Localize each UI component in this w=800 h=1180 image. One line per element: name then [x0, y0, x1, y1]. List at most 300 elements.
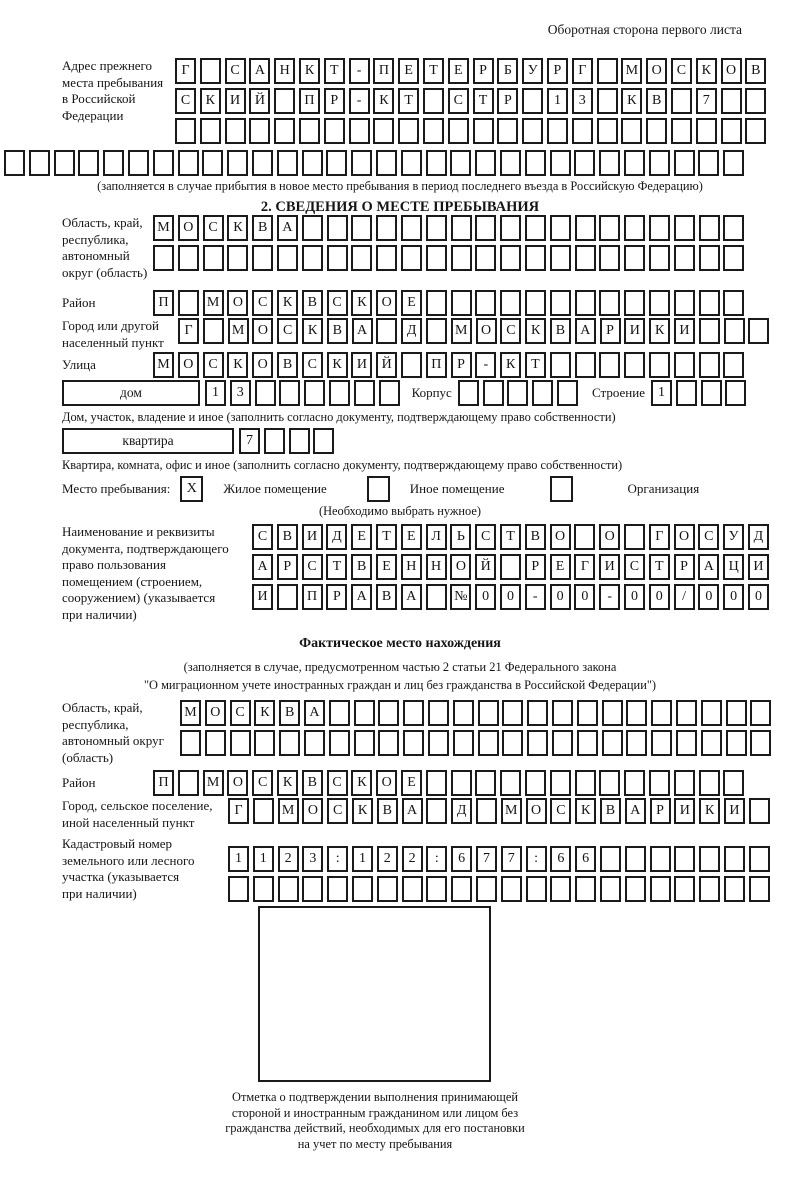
char-cell[interactable]: М	[153, 215, 174, 241]
char-cell[interactable]: О	[252, 318, 273, 344]
char-cell[interactable]	[4, 150, 25, 176]
char-cell[interactable]	[230, 730, 251, 756]
char-cell[interactable]: -	[349, 58, 370, 84]
char-cell[interactable]	[351, 245, 372, 271]
char-cell[interactable]: В	[302, 290, 323, 316]
char-cell[interactable]	[575, 245, 596, 271]
char-cell[interactable]	[526, 876, 547, 902]
char-cell[interactable]: Р	[600, 318, 621, 344]
char-cell[interactable]: О	[550, 524, 571, 550]
char-cell[interactable]	[178, 150, 199, 176]
char-cell[interactable]	[550, 876, 571, 902]
char-cell[interactable]	[253, 798, 274, 824]
char-cell[interactable]: 7	[476, 846, 497, 872]
char-cell[interactable]	[649, 290, 670, 316]
char-cell[interactable]: С	[302, 554, 323, 580]
char-cell[interactable]	[500, 245, 521, 271]
char-cell[interactable]	[749, 876, 770, 902]
char-cell[interactable]	[475, 150, 496, 176]
char-cell[interactable]	[624, 245, 645, 271]
char-cell[interactable]	[475, 290, 496, 316]
char-cell[interactable]	[279, 380, 300, 406]
char-cell[interactable]	[451, 245, 472, 271]
char-cell[interactable]: Р	[451, 352, 472, 378]
char-cell[interactable]	[483, 380, 504, 406]
char-cell[interactable]	[228, 876, 249, 902]
char-cell[interactable]	[475, 245, 496, 271]
char-cell[interactable]: В	[277, 524, 298, 550]
char-cell[interactable]	[522, 118, 543, 144]
char-cell[interactable]: Д	[326, 524, 347, 550]
char-cell[interactable]	[349, 118, 370, 144]
char-cell[interactable]	[624, 215, 645, 241]
char-cell[interactable]: С	[230, 700, 251, 726]
char-cell[interactable]: К	[352, 798, 373, 824]
char-cell[interactable]: Т	[525, 352, 546, 378]
char-cell[interactable]: -	[349, 88, 370, 114]
char-cell[interactable]: Е	[550, 554, 571, 580]
char-cell[interactable]	[476, 798, 497, 824]
char-cell[interactable]	[458, 380, 479, 406]
char-cell[interactable]: 1	[205, 380, 226, 406]
char-cell[interactable]	[501, 876, 522, 902]
char-cell[interactable]	[277, 245, 298, 271]
char-cell[interactable]: О	[227, 770, 248, 796]
char-cell[interactable]: И	[351, 352, 372, 378]
char-cell[interactable]	[649, 352, 670, 378]
char-cell[interactable]: С	[277, 318, 298, 344]
char-cell[interactable]: К	[525, 318, 546, 344]
char-cell[interactable]: В	[376, 584, 397, 610]
char-cell[interactable]: 6	[451, 846, 472, 872]
char-cell[interactable]: №	[450, 584, 471, 610]
char-cell[interactable]	[426, 290, 447, 316]
char-cell[interactable]: 0	[500, 584, 521, 610]
char-cell[interactable]	[724, 876, 745, 902]
char-cell[interactable]	[699, 245, 720, 271]
char-cell[interactable]: А	[352, 318, 373, 344]
char-cell[interactable]: С	[252, 524, 273, 550]
char-cell[interactable]: И	[674, 318, 695, 344]
char-cell[interactable]	[676, 730, 697, 756]
char-cell[interactable]: 0	[649, 584, 670, 610]
char-cell[interactable]	[200, 58, 221, 84]
char-cell[interactable]: С	[203, 215, 224, 241]
char-cell[interactable]: М	[180, 700, 201, 726]
char-cell[interactable]	[403, 700, 424, 726]
char-cell[interactable]: Т	[649, 554, 670, 580]
char-cell[interactable]: Е	[401, 290, 422, 316]
char-cell[interactable]	[313, 428, 334, 454]
char-cell[interactable]: К	[351, 290, 372, 316]
char-cell[interactable]: Т	[398, 88, 419, 114]
char-cell[interactable]: С	[500, 318, 521, 344]
char-cell[interactable]: К	[299, 58, 320, 84]
char-cell[interactable]	[572, 118, 593, 144]
char-cell[interactable]	[674, 876, 695, 902]
char-cell[interactable]	[324, 118, 345, 144]
char-cell[interactable]	[401, 150, 422, 176]
char-cell[interactable]	[600, 876, 621, 902]
char-cell[interactable]	[575, 215, 596, 241]
char-cell[interactable]	[649, 245, 670, 271]
char-cell[interactable]: М	[228, 318, 249, 344]
char-cell[interactable]	[423, 88, 444, 114]
char-cell[interactable]	[279, 730, 300, 756]
char-cell[interactable]: П	[153, 290, 174, 316]
char-cell[interactable]: 1	[228, 846, 249, 872]
char-cell[interactable]	[249, 118, 270, 144]
char-cell[interactable]	[646, 118, 667, 144]
char-cell[interactable]	[599, 290, 620, 316]
char-cell[interactable]: 1	[352, 846, 373, 872]
char-cell[interactable]: Г	[572, 58, 593, 84]
char-cell[interactable]	[327, 245, 348, 271]
char-cell[interactable]: Е	[401, 770, 422, 796]
char-cell[interactable]	[701, 380, 722, 406]
char-cell[interactable]	[599, 352, 620, 378]
char-cell[interactable]: С	[203, 352, 224, 378]
char-cell[interactable]: А	[277, 215, 298, 241]
char-cell[interactable]	[497, 118, 518, 144]
char-cell[interactable]: :	[426, 846, 447, 872]
char-cell[interactable]: П	[153, 770, 174, 796]
char-cell[interactable]	[597, 58, 618, 84]
char-cell[interactable]	[750, 700, 771, 726]
char-cell[interactable]	[671, 88, 692, 114]
char-cell[interactable]: М	[451, 318, 472, 344]
char-cell[interactable]	[649, 215, 670, 241]
char-cell[interactable]: В	[351, 554, 372, 580]
char-cell[interactable]	[674, 770, 695, 796]
char-cell[interactable]: Р	[326, 584, 347, 610]
char-cell[interactable]: О	[674, 524, 695, 550]
char-cell[interactable]: А	[698, 554, 719, 580]
char-cell[interactable]	[674, 215, 695, 241]
char-cell[interactable]	[453, 730, 474, 756]
other-premises-checkbox[interactable]	[367, 476, 390, 502]
char-cell[interactable]: 0	[550, 584, 571, 610]
char-cell[interactable]: С	[327, 290, 348, 316]
char-cell[interactable]	[373, 118, 394, 144]
char-cell[interactable]	[426, 318, 447, 344]
char-cell[interactable]: Н	[274, 58, 295, 84]
char-cell[interactable]: У	[723, 524, 744, 550]
char-cell[interactable]: С	[327, 798, 348, 824]
char-cell[interactable]: 3	[302, 846, 323, 872]
char-cell[interactable]: О	[252, 352, 273, 378]
residential-checkbox[interactable]: X	[180, 476, 203, 502]
char-cell[interactable]	[451, 876, 472, 902]
char-cell[interactable]	[450, 150, 471, 176]
char-cell[interactable]	[426, 798, 447, 824]
char-cell[interactable]: К	[699, 798, 720, 824]
char-cell[interactable]	[525, 245, 546, 271]
char-cell[interactable]	[599, 245, 620, 271]
char-cell[interactable]: К	[649, 318, 670, 344]
char-cell[interactable]	[625, 846, 646, 872]
char-cell[interactable]: С	[225, 58, 246, 84]
char-cell[interactable]	[103, 150, 124, 176]
char-cell[interactable]	[500, 150, 521, 176]
char-cell[interactable]: С	[550, 798, 571, 824]
char-cell[interactable]	[624, 150, 645, 176]
char-cell[interactable]: 6	[550, 846, 571, 872]
char-cell[interactable]	[377, 876, 398, 902]
char-cell[interactable]	[547, 118, 568, 144]
char-cell[interactable]	[676, 380, 697, 406]
char-cell[interactable]	[304, 730, 325, 756]
char-cell[interactable]	[625, 876, 646, 902]
char-cell[interactable]: К	[373, 88, 394, 114]
char-cell[interactable]: Р	[547, 58, 568, 84]
char-cell[interactable]: М	[501, 798, 522, 824]
char-cell[interactable]	[602, 730, 623, 756]
char-cell[interactable]: О	[526, 798, 547, 824]
char-cell[interactable]	[500, 290, 521, 316]
char-cell[interactable]	[577, 700, 598, 726]
char-cell[interactable]: Р	[650, 798, 671, 824]
char-cell[interactable]	[502, 730, 523, 756]
char-cell[interactable]: Р	[497, 88, 518, 114]
char-cell[interactable]	[698, 150, 719, 176]
char-cell[interactable]	[180, 730, 201, 756]
char-cell[interactable]: И	[599, 554, 620, 580]
char-cell[interactable]: Р	[525, 554, 546, 580]
char-cell[interactable]: Б	[497, 58, 518, 84]
char-cell[interactable]: -	[599, 584, 620, 610]
char-cell[interactable]: Й	[376, 352, 397, 378]
char-cell[interactable]: 3	[230, 380, 251, 406]
char-cell[interactable]: В	[525, 524, 546, 550]
char-cell[interactable]: К	[200, 88, 221, 114]
char-cell[interactable]: А	[249, 58, 270, 84]
char-cell[interactable]	[724, 318, 745, 344]
char-cell[interactable]	[574, 524, 595, 550]
char-cell[interactable]: П	[426, 352, 447, 378]
char-cell[interactable]	[649, 150, 670, 176]
char-cell[interactable]	[597, 88, 618, 114]
char-cell[interactable]	[550, 290, 571, 316]
char-cell[interactable]: Т	[500, 524, 521, 550]
char-cell[interactable]: 7	[239, 428, 260, 454]
char-cell[interactable]: Н	[401, 554, 422, 580]
char-cell[interactable]	[302, 876, 323, 902]
char-cell[interactable]: В	[600, 798, 621, 824]
char-cell[interactable]	[624, 352, 645, 378]
char-cell[interactable]: Ц	[723, 554, 744, 580]
char-cell[interactable]	[599, 215, 620, 241]
char-cell[interactable]: К	[302, 318, 323, 344]
char-cell[interactable]	[597, 118, 618, 144]
char-cell[interactable]	[626, 700, 647, 726]
char-cell[interactable]: 1	[547, 88, 568, 114]
char-cell[interactable]	[327, 876, 348, 902]
char-cell[interactable]: М	[203, 770, 224, 796]
char-cell[interactable]	[699, 215, 720, 241]
char-cell[interactable]: Д	[748, 524, 769, 550]
char-cell[interactable]: 6	[575, 846, 596, 872]
char-cell[interactable]: Т	[326, 554, 347, 580]
char-cell[interactable]	[550, 770, 571, 796]
char-cell[interactable]: Г	[574, 554, 595, 580]
char-cell[interactable]	[178, 770, 199, 796]
char-cell[interactable]: А	[304, 700, 325, 726]
char-cell[interactable]	[329, 700, 350, 726]
char-cell[interactable]: 1	[253, 846, 274, 872]
char-cell[interactable]: Р	[674, 554, 695, 580]
char-cell[interactable]	[401, 245, 422, 271]
char-cell[interactable]: В	[277, 352, 298, 378]
char-cell[interactable]	[277, 584, 298, 610]
char-cell[interactable]: С	[671, 58, 692, 84]
char-cell[interactable]	[624, 290, 645, 316]
char-cell[interactable]: О	[476, 318, 497, 344]
char-cell[interactable]	[745, 118, 766, 144]
char-cell[interactable]	[203, 318, 224, 344]
char-cell[interactable]	[78, 150, 99, 176]
char-cell[interactable]	[624, 770, 645, 796]
char-cell[interactable]	[674, 150, 695, 176]
char-cell[interactable]	[674, 846, 695, 872]
char-cell[interactable]: В	[745, 58, 766, 84]
char-cell[interactable]: :	[526, 846, 547, 872]
char-cell[interactable]	[701, 730, 722, 756]
char-cell[interactable]	[253, 876, 274, 902]
char-cell[interactable]	[428, 730, 449, 756]
char-cell[interactable]: А	[625, 798, 646, 824]
char-cell[interactable]: Г	[649, 524, 670, 550]
char-cell[interactable]: В	[327, 318, 348, 344]
char-cell[interactable]	[376, 245, 397, 271]
char-cell[interactable]	[278, 876, 299, 902]
char-cell[interactable]	[500, 215, 521, 241]
char-cell[interactable]	[723, 215, 744, 241]
char-cell[interactable]	[329, 730, 350, 756]
char-cell[interactable]: О	[721, 58, 742, 84]
char-cell[interactable]: О	[178, 352, 199, 378]
char-cell[interactable]	[476, 876, 497, 902]
char-cell[interactable]	[575, 352, 596, 378]
char-cell[interactable]: 0	[698, 584, 719, 610]
char-cell[interactable]	[29, 150, 50, 176]
char-cell[interactable]: М	[153, 352, 174, 378]
char-cell[interactable]: Т	[376, 524, 397, 550]
char-cell[interactable]	[552, 730, 573, 756]
char-cell[interactable]	[550, 245, 571, 271]
char-cell[interactable]	[426, 245, 447, 271]
char-cell[interactable]: 0	[723, 584, 744, 610]
char-cell[interactable]	[557, 380, 578, 406]
char-cell[interactable]	[451, 215, 472, 241]
char-cell[interactable]	[478, 730, 499, 756]
char-cell[interactable]: С	[175, 88, 196, 114]
char-cell[interactable]: В	[646, 88, 667, 114]
char-cell[interactable]: В	[252, 215, 273, 241]
char-cell[interactable]: :	[327, 846, 348, 872]
char-cell[interactable]	[577, 730, 598, 756]
char-cell[interactable]: 0	[475, 584, 496, 610]
char-cell[interactable]	[696, 118, 717, 144]
char-cell[interactable]	[502, 700, 523, 726]
char-cell[interactable]: О	[376, 770, 397, 796]
char-cell[interactable]	[676, 700, 697, 726]
char-cell[interactable]: О	[599, 524, 620, 550]
char-cell[interactable]	[575, 290, 596, 316]
char-cell[interactable]	[426, 584, 447, 610]
char-cell[interactable]	[225, 118, 246, 144]
char-cell[interactable]	[649, 770, 670, 796]
char-cell[interactable]	[376, 150, 397, 176]
char-cell[interactable]	[354, 700, 375, 726]
char-cell[interactable]	[351, 150, 372, 176]
char-cell[interactable]: И	[225, 88, 246, 114]
char-cell[interactable]	[550, 215, 571, 241]
char-cell[interactable]	[255, 380, 276, 406]
char-cell[interactable]	[726, 700, 747, 726]
char-cell[interactable]: Й	[249, 88, 270, 114]
char-cell[interactable]	[699, 770, 720, 796]
char-cell[interactable]: -	[475, 352, 496, 378]
char-cell[interactable]	[426, 876, 447, 902]
char-cell[interactable]: И	[748, 554, 769, 580]
char-cell[interactable]: О	[178, 215, 199, 241]
char-cell[interactable]	[403, 730, 424, 756]
char-cell[interactable]	[426, 770, 447, 796]
char-cell[interactable]: А	[351, 584, 372, 610]
char-cell[interactable]: С	[624, 554, 645, 580]
char-cell[interactable]: Й	[475, 554, 496, 580]
char-cell[interactable]	[453, 700, 474, 726]
char-cell[interactable]: С	[252, 770, 273, 796]
char-cell[interactable]: 7	[501, 846, 522, 872]
char-cell[interactable]	[527, 700, 548, 726]
char-cell[interactable]	[178, 290, 199, 316]
char-cell[interactable]	[376, 215, 397, 241]
char-cell[interactable]	[203, 245, 224, 271]
char-cell[interactable]: К	[277, 290, 298, 316]
char-cell[interactable]	[451, 290, 472, 316]
char-cell[interactable]: Т	[324, 58, 345, 84]
char-cell[interactable]: 0	[748, 584, 769, 610]
char-cell[interactable]: -	[525, 584, 546, 610]
char-cell[interactable]	[329, 380, 350, 406]
char-cell[interactable]	[423, 118, 444, 144]
char-cell[interactable]: О	[302, 798, 323, 824]
char-cell[interactable]	[378, 700, 399, 726]
char-cell[interactable]	[602, 700, 623, 726]
char-cell[interactable]	[599, 770, 620, 796]
char-cell[interactable]	[724, 846, 745, 872]
char-cell[interactable]	[507, 380, 528, 406]
char-cell[interactable]: К	[351, 770, 372, 796]
char-cell[interactable]: Д	[401, 318, 422, 344]
char-cell[interactable]	[525, 290, 546, 316]
char-cell[interactable]	[550, 352, 571, 378]
char-cell[interactable]	[202, 150, 223, 176]
char-cell[interactable]	[723, 150, 744, 176]
char-cell[interactable]	[723, 245, 744, 271]
char-cell[interactable]	[699, 876, 720, 902]
char-cell[interactable]: С	[252, 290, 273, 316]
char-cell[interactable]	[749, 846, 770, 872]
char-cell[interactable]	[525, 215, 546, 241]
char-cell[interactable]: О	[450, 554, 471, 580]
char-cell[interactable]	[327, 215, 348, 241]
char-cell[interactable]: 0	[574, 584, 595, 610]
char-cell[interactable]	[175, 118, 196, 144]
char-cell[interactable]	[302, 215, 323, 241]
